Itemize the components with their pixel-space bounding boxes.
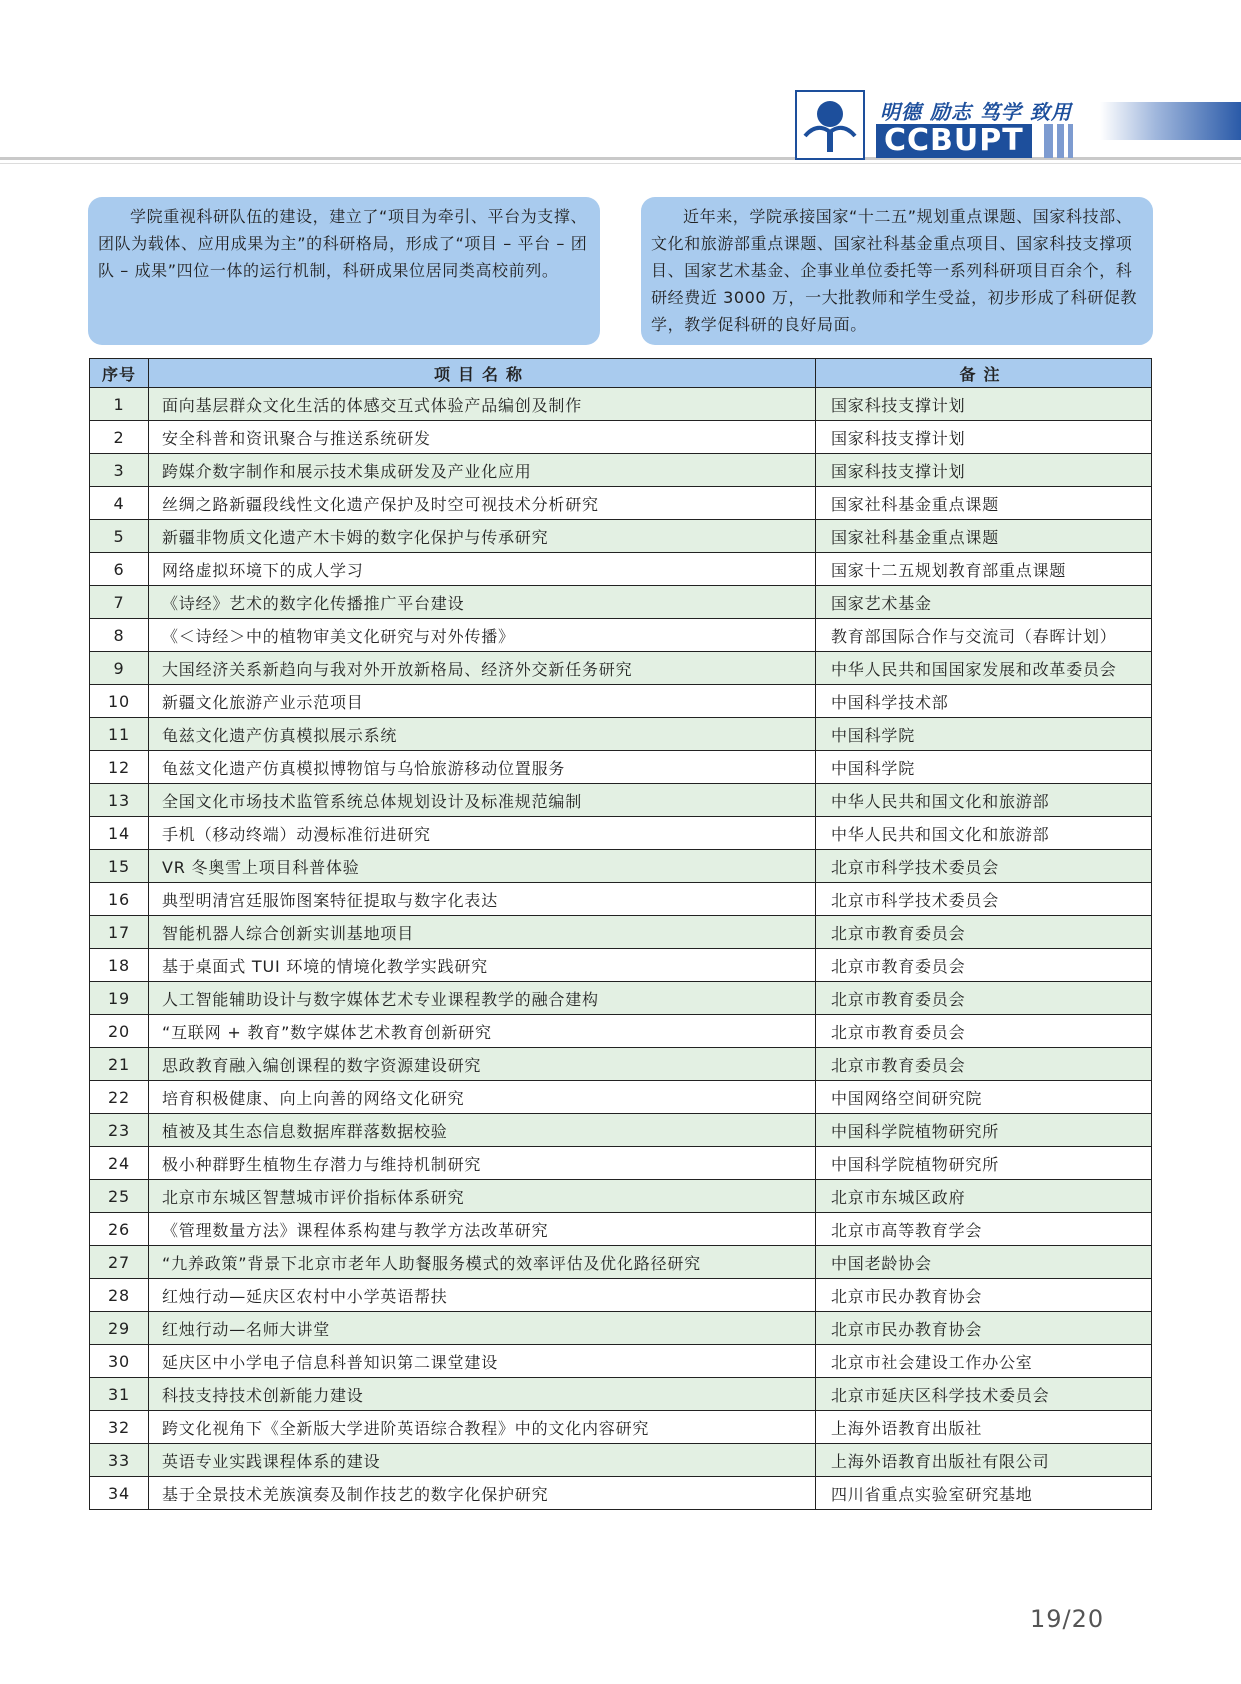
cell-project-name: 延庆区中小学电子信息科普知识第二课堂建设 [149,1345,816,1378]
cell-project-name: 龟兹文化遗产仿真模拟展示系统 [149,718,816,751]
cell-note: 中国科学技术部 [816,685,1152,718]
cell-note: 上海外语教育出版社 [816,1411,1152,1444]
cell-note: 北京市民办教育协会 [816,1312,1152,1345]
intro-box-left [88,197,600,345]
cell-note: 中华人民共和国文化和旅游部 [816,784,1152,817]
cell-no: 31 [90,1378,149,1411]
cell-no: 30 [90,1345,149,1378]
cell-no: 13 [90,784,149,817]
cell-no: 20 [90,1015,149,1048]
cell-note: 中国科学院 [816,751,1152,784]
cell-no: 2 [90,421,149,454]
header-gradient-bar [1100,102,1241,140]
intro-box-right [641,197,1153,345]
cell-project-name: 《＜诗经＞中的植物审美文化研究与对外传播》 [149,619,816,652]
cell-no: 14 [90,817,149,850]
table-row [90,817,1152,850]
cell-note: 中国网络空间研究院 [816,1081,1152,1114]
cell-project-name: 《管理数量方法》课程体系构建与教学方法改革研究 [149,1213,816,1246]
brand-logo-text: CCBUPT [876,124,1032,158]
cell-project-name: 红烛行动—名师大讲堂 [149,1312,816,1345]
cell-note: 中国科学院植物研究所 [816,1147,1152,1180]
cell-project-name: 培育积极健康、向上向善的网络文化研究 [149,1081,816,1114]
table-row [90,520,1152,553]
table-row [90,1477,1152,1510]
table-row [90,718,1152,751]
cell-project-name: 英语专业实践课程体系的建设 [149,1444,816,1477]
table-row [90,1312,1152,1345]
table-row [90,1411,1152,1444]
table-row [90,1279,1152,1312]
cell-note: 北京市延庆区科学技术委员会 [816,1378,1152,1411]
cell-project-name: 龟兹文化遗产仿真模拟博物馆与乌恰旅游移动位置服务 [149,751,816,784]
table-row [90,949,1152,982]
cell-note: 国家社科基金重点课题 [816,520,1152,553]
cell-note: 中国科学院植物研究所 [816,1114,1152,1147]
table-row [90,1345,1152,1378]
cell-no: 9 [90,652,149,685]
cell-no: 1 [90,388,149,421]
cell-no: 3 [90,454,149,487]
cell-no: 25 [90,1180,149,1213]
cell-note: 北京市高等教育学会 [816,1213,1152,1246]
cell-project-name: 基于桌面式 TUI 环境的情境化教学实践研究 [149,949,816,982]
cell-note: 中华人民共和国国家发展和改革委员会 [816,652,1152,685]
cell-project-name: 跨媒介数字制作和展示技术集成研发及产业化应用 [149,454,816,487]
cell-project-name: 面向基层群众文化生活的体感交互式体验产品编创及制作 [149,388,816,421]
table-row [90,784,1152,817]
brand-stripes-icon [1044,124,1084,158]
cell-project-name: 思政教育融入编创课程的数字资源建设研究 [149,1048,816,1081]
cell-note: 教育部国际合作与交流司（春晖计划） [816,619,1152,652]
intro-text-right: 近年来，学院承接国家“十二五”规划重点课题、国家科技部、文化和旅游部重点课题、国家社科基金重点项目、国家科技支撑项目、国家艺术基金、企事业单位委托等一系列科研项目百余个，科研经费近 3000 万，一大批教师和学生受益，初步形成了科研促教学，教学促科研的良好局面。 [651,207,1138,334]
table-row [90,850,1152,883]
cell-note: 北京市教育委员会 [816,1015,1152,1048]
cell-note: 国家科技支撑计划 [816,421,1152,454]
table-row [90,1048,1152,1081]
cell-note: 北京市科学技术委员会 [816,850,1152,883]
cell-no: 27 [90,1246,149,1279]
table-row [90,1147,1152,1180]
table-row [90,982,1152,1015]
table-row [90,454,1152,487]
table-row [90,751,1152,784]
cell-note: 国家科技支撑计划 [816,454,1152,487]
cell-note: 国家艺术基金 [816,586,1152,619]
cell-no: 8 [90,619,149,652]
cell-no: 28 [90,1279,149,1312]
cell-project-name: 基于全景技术羌族演奏及制作技艺的数字化保护研究 [149,1477,816,1510]
cell-no: 15 [90,850,149,883]
cell-note: 北京市社会建设工作办公室 [816,1345,1152,1378]
cell-project-name: 北京市东城区智慧城市评价指标体系研究 [149,1180,816,1213]
cell-note: 中华人民共和国文化和旅游部 [816,817,1152,850]
cell-no: 24 [90,1147,149,1180]
cell-note: 国家十二五规划教育部重点课题 [816,553,1152,586]
cell-no: 34 [90,1477,149,1510]
cell-no: 33 [90,1444,149,1477]
cell-note: 北京市民办教育协会 [816,1279,1152,1312]
header-rule-thin [0,163,1241,164]
table-row [90,1213,1152,1246]
cell-project-name: 极小种群野生植物生存潜力与维持机制研究 [149,1147,816,1180]
cell-note: 四川省重点实验室研究基地 [816,1477,1152,1510]
table-row [90,553,1152,586]
cell-no: 11 [90,718,149,751]
table-row [90,1378,1152,1411]
cell-note: 上海外语教育出版社有限公司 [816,1444,1152,1477]
table-row [90,1081,1152,1114]
cell-project-name: 丝绸之路新疆段线性文化遗产保护及时空可视技术分析研究 [149,487,816,520]
cell-project-name: 新疆文化旅游产业示范项目 [149,685,816,718]
college-logo-icon [795,90,865,160]
cell-no: 21 [90,1048,149,1081]
table-row [90,685,1152,718]
cell-project-name: 手机（移动终端）动漫标准衍进研究 [149,817,816,850]
cell-project-name: 典型明清宫廷服饰图案特征提取与数字化表达 [149,883,816,916]
cell-no: 6 [90,553,149,586]
cell-no: 10 [90,685,149,718]
cell-project-name: 网络虚拟环境下的成人学习 [149,553,816,586]
table-row [90,388,1152,421]
cell-project-name: 新疆非物质文化遗产木卡姆的数字化保护与传承研究 [149,520,816,553]
table-row [90,586,1152,619]
table-row [90,421,1152,454]
header-no: 序号 [90,359,149,388]
table-row [90,652,1152,685]
header-note: 备注 [816,359,1152,388]
cell-no: 5 [90,520,149,553]
cell-note: 北京市东城区政府 [816,1180,1152,1213]
cell-note: 北京市教育委员会 [816,1048,1152,1081]
table-row [90,1114,1152,1147]
table-row [90,1180,1152,1213]
cell-project-name: VR 冬奥雪上项目科普体验 [149,850,816,883]
table-row [90,619,1152,652]
cell-note: 北京市教育委员会 [816,982,1152,1015]
cell-project-name: 安全科普和资讯聚合与推送系统研发 [149,421,816,454]
cell-no: 16 [90,883,149,916]
cell-project-name: 智能机器人综合创新实训基地项目 [149,916,816,949]
college-motto: 明德 励志 笃学 致用 [880,100,1072,124]
cell-no: 4 [90,487,149,520]
cell-no: 32 [90,1411,149,1444]
cell-no: 29 [90,1312,149,1345]
cell-project-name: 科技支持技术创新能力建设 [149,1378,816,1411]
cell-no: 17 [90,916,149,949]
cell-project-name: 红烛行动—延庆区农村中小学英语帮扶 [149,1279,816,1312]
table-row [90,1015,1152,1048]
cell-no: 18 [90,949,149,982]
cell-project-name: 大国经济关系新趋向与我对外开放新格局、经济外交新任务研究 [149,652,816,685]
cell-note: 中国老龄协会 [816,1246,1152,1279]
table-row [90,487,1152,520]
header-project-name: 项目名称 [149,359,816,388]
table-row [90,1246,1152,1279]
cell-note: 中国科学院 [816,718,1152,751]
table-row [90,916,1152,949]
cell-no: 26 [90,1213,149,1246]
cell-project-name: 《诗经》艺术的数字化传播推广平台建设 [149,586,816,619]
cell-project-name: 跨文化视角下《全新版大学进阶英语综合教程》中的文化内容研究 [149,1411,816,1444]
cell-no: 19 [90,982,149,1015]
intro-text-left: 学院重视科研队伍的建设，建立了“项目为牵引、平台为支撑、团队为载体、应用成果为主”的科研格局，形成了“项目 – 平台 – 团队 – 成果”四位一体的运行机制，科研成果位居同类高校前列。 [98,207,588,280]
table-row [90,883,1152,916]
cell-project-name: 全国文化市场技术监管系统总体规划设计及标准规范编制 [149,784,816,817]
table-row [90,1444,1152,1477]
cell-no: 23 [90,1114,149,1147]
research-projects-table [89,358,1152,1510]
cell-no: 22 [90,1081,149,1114]
cell-note: 北京市教育委员会 [816,916,1152,949]
table-header-row [90,359,1152,388]
cell-note: 北京市教育委员会 [816,949,1152,982]
cell-project-name: 人工智能辅助设计与数字媒体艺术专业课程教学的融合建构 [149,982,816,1015]
cell-note: 国家社科基金重点课题 [816,487,1152,520]
cell-project-name: “九养政策”背景下北京市老年人助餐服务模式的效率评估及优化路径研究 [149,1246,816,1279]
cell-note: 国家科技支撑计划 [816,388,1152,421]
cell-project-name: “互联网 + 教育”数字媒体艺术教育创新研究 [149,1015,816,1048]
cell-no: 12 [90,751,149,784]
cell-note: 北京市科学技术委员会 [816,883,1152,916]
cell-project-name: 植被及其生态信息数据库群落数据校验 [149,1114,816,1147]
cell-no: 7 [90,586,149,619]
page-number: 19/20 [1030,1605,1105,1633]
